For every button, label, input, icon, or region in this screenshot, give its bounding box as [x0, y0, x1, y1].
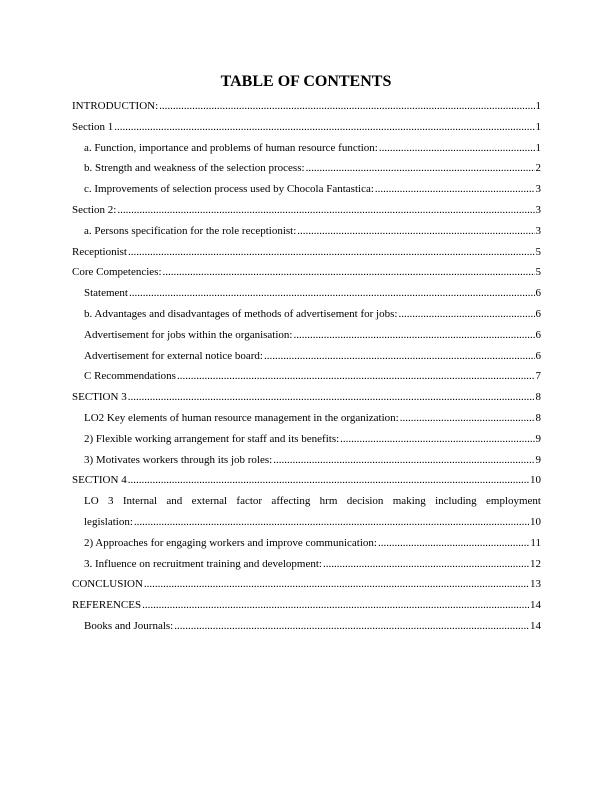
toc-entry-label: 3) Motivates workers through its job roles:	[84, 453, 273, 466]
toc-page-number: 8	[535, 391, 541, 404]
toc-entry-label: INTRODUCTION:	[72, 100, 159, 112]
toc-page-number: 13	[530, 578, 541, 591]
toc-entry-receptionist[interactable]	[72, 242, 541, 263]
toc-entry-label: SECTION 3	[72, 391, 127, 404]
toc-entry-label: Section 2:	[72, 203, 117, 216]
toc-page-number: 3	[535, 183, 541, 196]
toc-entry-section-1[interactable]	[72, 117, 541, 138]
toc-entry-label: CONCLUSION	[72, 578, 143, 591]
toc-entry-label: SECTION 4	[72, 474, 127, 487]
toc-entry-label: a. Function, importance and problems of human resource function:	[84, 141, 378, 154]
toc-page-number: 2	[535, 162, 541, 175]
toc-entry-selection-improvements[interactable]	[72, 179, 541, 200]
toc-leader-dots	[398, 304, 534, 325]
toc-page-number: 1	[535, 100, 541, 112]
toc-entry-statement[interactable]	[72, 283, 541, 304]
toc-entry-label-line-1: LO 3 Internal and external factor affecting hrm decision making including employment	[84, 495, 541, 508]
toc-page-number: 5	[535, 245, 541, 258]
toc-entry-external-notice-board[interactable]	[72, 346, 541, 367]
toc-leader-dots	[375, 179, 535, 200]
toc-page-number: 1	[535, 120, 541, 133]
toc-page-number: 1	[535, 141, 541, 154]
toc-leader-dots	[379, 138, 535, 159]
toc-entry-label: 2) Approaches for engaging workers and improve communication:	[84, 536, 377, 549]
toc-page-number: 8	[535, 411, 541, 424]
toc-leader-dots	[144, 574, 529, 595]
toc-entry-label: Receptionist	[72, 245, 127, 258]
toc-leader-dots	[128, 242, 535, 263]
toc-page-number: 6	[535, 287, 541, 300]
toc-page-number: 14	[530, 599, 541, 612]
toc-entry-references[interactable]	[72, 595, 541, 616]
toc-leader-dots	[340, 429, 534, 450]
toc-entry-label: Books and Journals:	[84, 619, 174, 632]
toc-page-number: 10	[530, 515, 541, 528]
toc-entry-label: c. Improvements of selection process used by Chocola Fantastica:	[84, 183, 374, 196]
toc-page-number: 9	[535, 432, 541, 445]
toc-page-number: 3	[535, 203, 541, 216]
toc-leader-dots	[114, 117, 534, 138]
toc-entry-internal-advertisement[interactable]	[72, 325, 541, 346]
toc-entry-books-journals[interactable]	[72, 616, 541, 637]
toc-entry-label: REFERENCES	[72, 599, 142, 612]
toc-page-number: 7	[535, 370, 541, 383]
toc-entry-section-4[interactable]	[72, 470, 541, 491]
toc-entry-wrap-line	[84, 512, 541, 533]
toc-leader-dots	[129, 283, 535, 304]
toc-leader-dots	[323, 554, 529, 575]
toc-entry-hr-function[interactable]	[72, 138, 541, 159]
toc-entry-core-competencies[interactable]	[72, 262, 541, 283]
toc-entry-advertisement-methods[interactable]	[72, 304, 541, 325]
toc-leader-dots	[163, 262, 535, 283]
toc-leader-dots	[174, 616, 529, 637]
toc-leader-dots	[297, 221, 534, 242]
toc-entry-label: 3. Influence on recruitment training and development:	[84, 557, 322, 570]
toc-entry-label: Core Competencies:	[72, 266, 162, 279]
toc-entry-motivates-workers[interactable]	[72, 450, 541, 471]
toc-page-number: 14	[530, 619, 541, 632]
toc-entry-section-2[interactable]	[72, 200, 541, 221]
toc-entry-label: b. Strength and weakness of the selection process:	[84, 162, 305, 175]
toc-page-number: 10	[530, 474, 541, 487]
toc-page-number: 11	[530, 536, 541, 549]
toc-title: TABLE OF CONTENTS	[220, 73, 392, 90]
toc-page-number: 6	[535, 349, 541, 362]
toc-entry-flexible-working[interactable]	[72, 429, 541, 450]
toc-leader-dots	[128, 387, 535, 408]
toc-leader-dots	[273, 450, 534, 471]
toc-page-number: 6	[535, 307, 541, 320]
toc-entry-recruitment-influence[interactable]	[72, 554, 541, 575]
toc-leader-dots	[306, 158, 535, 179]
toc-entry-lo2-hrm-elements[interactable]	[72, 408, 541, 429]
toc-entry-label: C Recommendations	[84, 370, 176, 383]
toc-leader-dots	[293, 325, 534, 346]
toc-leader-dots	[378, 533, 529, 554]
toc-entry-conclusion[interactable]	[72, 574, 541, 595]
toc-entry-label: LO2 Key elements of human resource management in the organization:	[84, 411, 399, 424]
toc-leader-dots	[177, 366, 535, 387]
toc-leader-dots	[142, 595, 529, 616]
toc-leader-dots	[128, 470, 529, 491]
toc-entry-person-spec[interactable]	[72, 221, 541, 242]
toc-leader-dots	[159, 96, 534, 117]
toc-entry-label-line-2: legislation:	[84, 515, 133, 528]
toc-leader-dots	[134, 512, 529, 533]
toc-leader-dots	[264, 346, 535, 367]
toc-entry-section-3[interactable]	[72, 387, 541, 408]
toc-entry-label: Advertisement for jobs within the organisation:	[84, 328, 293, 341]
toc-entry-engaging-workers[interactable]	[72, 533, 541, 554]
toc-entry-selection-strength[interactable]	[72, 158, 541, 179]
toc-list	[72, 96, 541, 637]
toc-entry-introduction[interactable]	[72, 96, 541, 117]
toc-page-number: 12	[530, 557, 541, 570]
toc-entry-label: Statement	[84, 287, 128, 300]
toc-page-number: 5	[535, 266, 541, 279]
toc-page-number: 9	[535, 453, 541, 466]
toc-leader-dots	[400, 408, 535, 429]
toc-entry-label: a. Persons specification for the role receptionist:	[84, 224, 297, 237]
toc-leader-dots	[117, 200, 534, 221]
toc-entry-lo3-factors[interactable]	[72, 491, 541, 533]
toc-entry-label: Section 1	[72, 120, 114, 133]
toc-entry-label: 2) Flexible working arrangement for staff and its benefits:	[84, 432, 340, 445]
toc-entry-label: b. Advantages and disadvantages of methods of advertisement for jobs:	[84, 307, 398, 320]
toc-entry-recommendations[interactable]	[72, 366, 541, 387]
toc-entry-label: Advertisement for external notice board:	[84, 349, 263, 362]
toc-page-number: 6	[535, 328, 541, 341]
toc-page-number: 3	[535, 224, 541, 237]
